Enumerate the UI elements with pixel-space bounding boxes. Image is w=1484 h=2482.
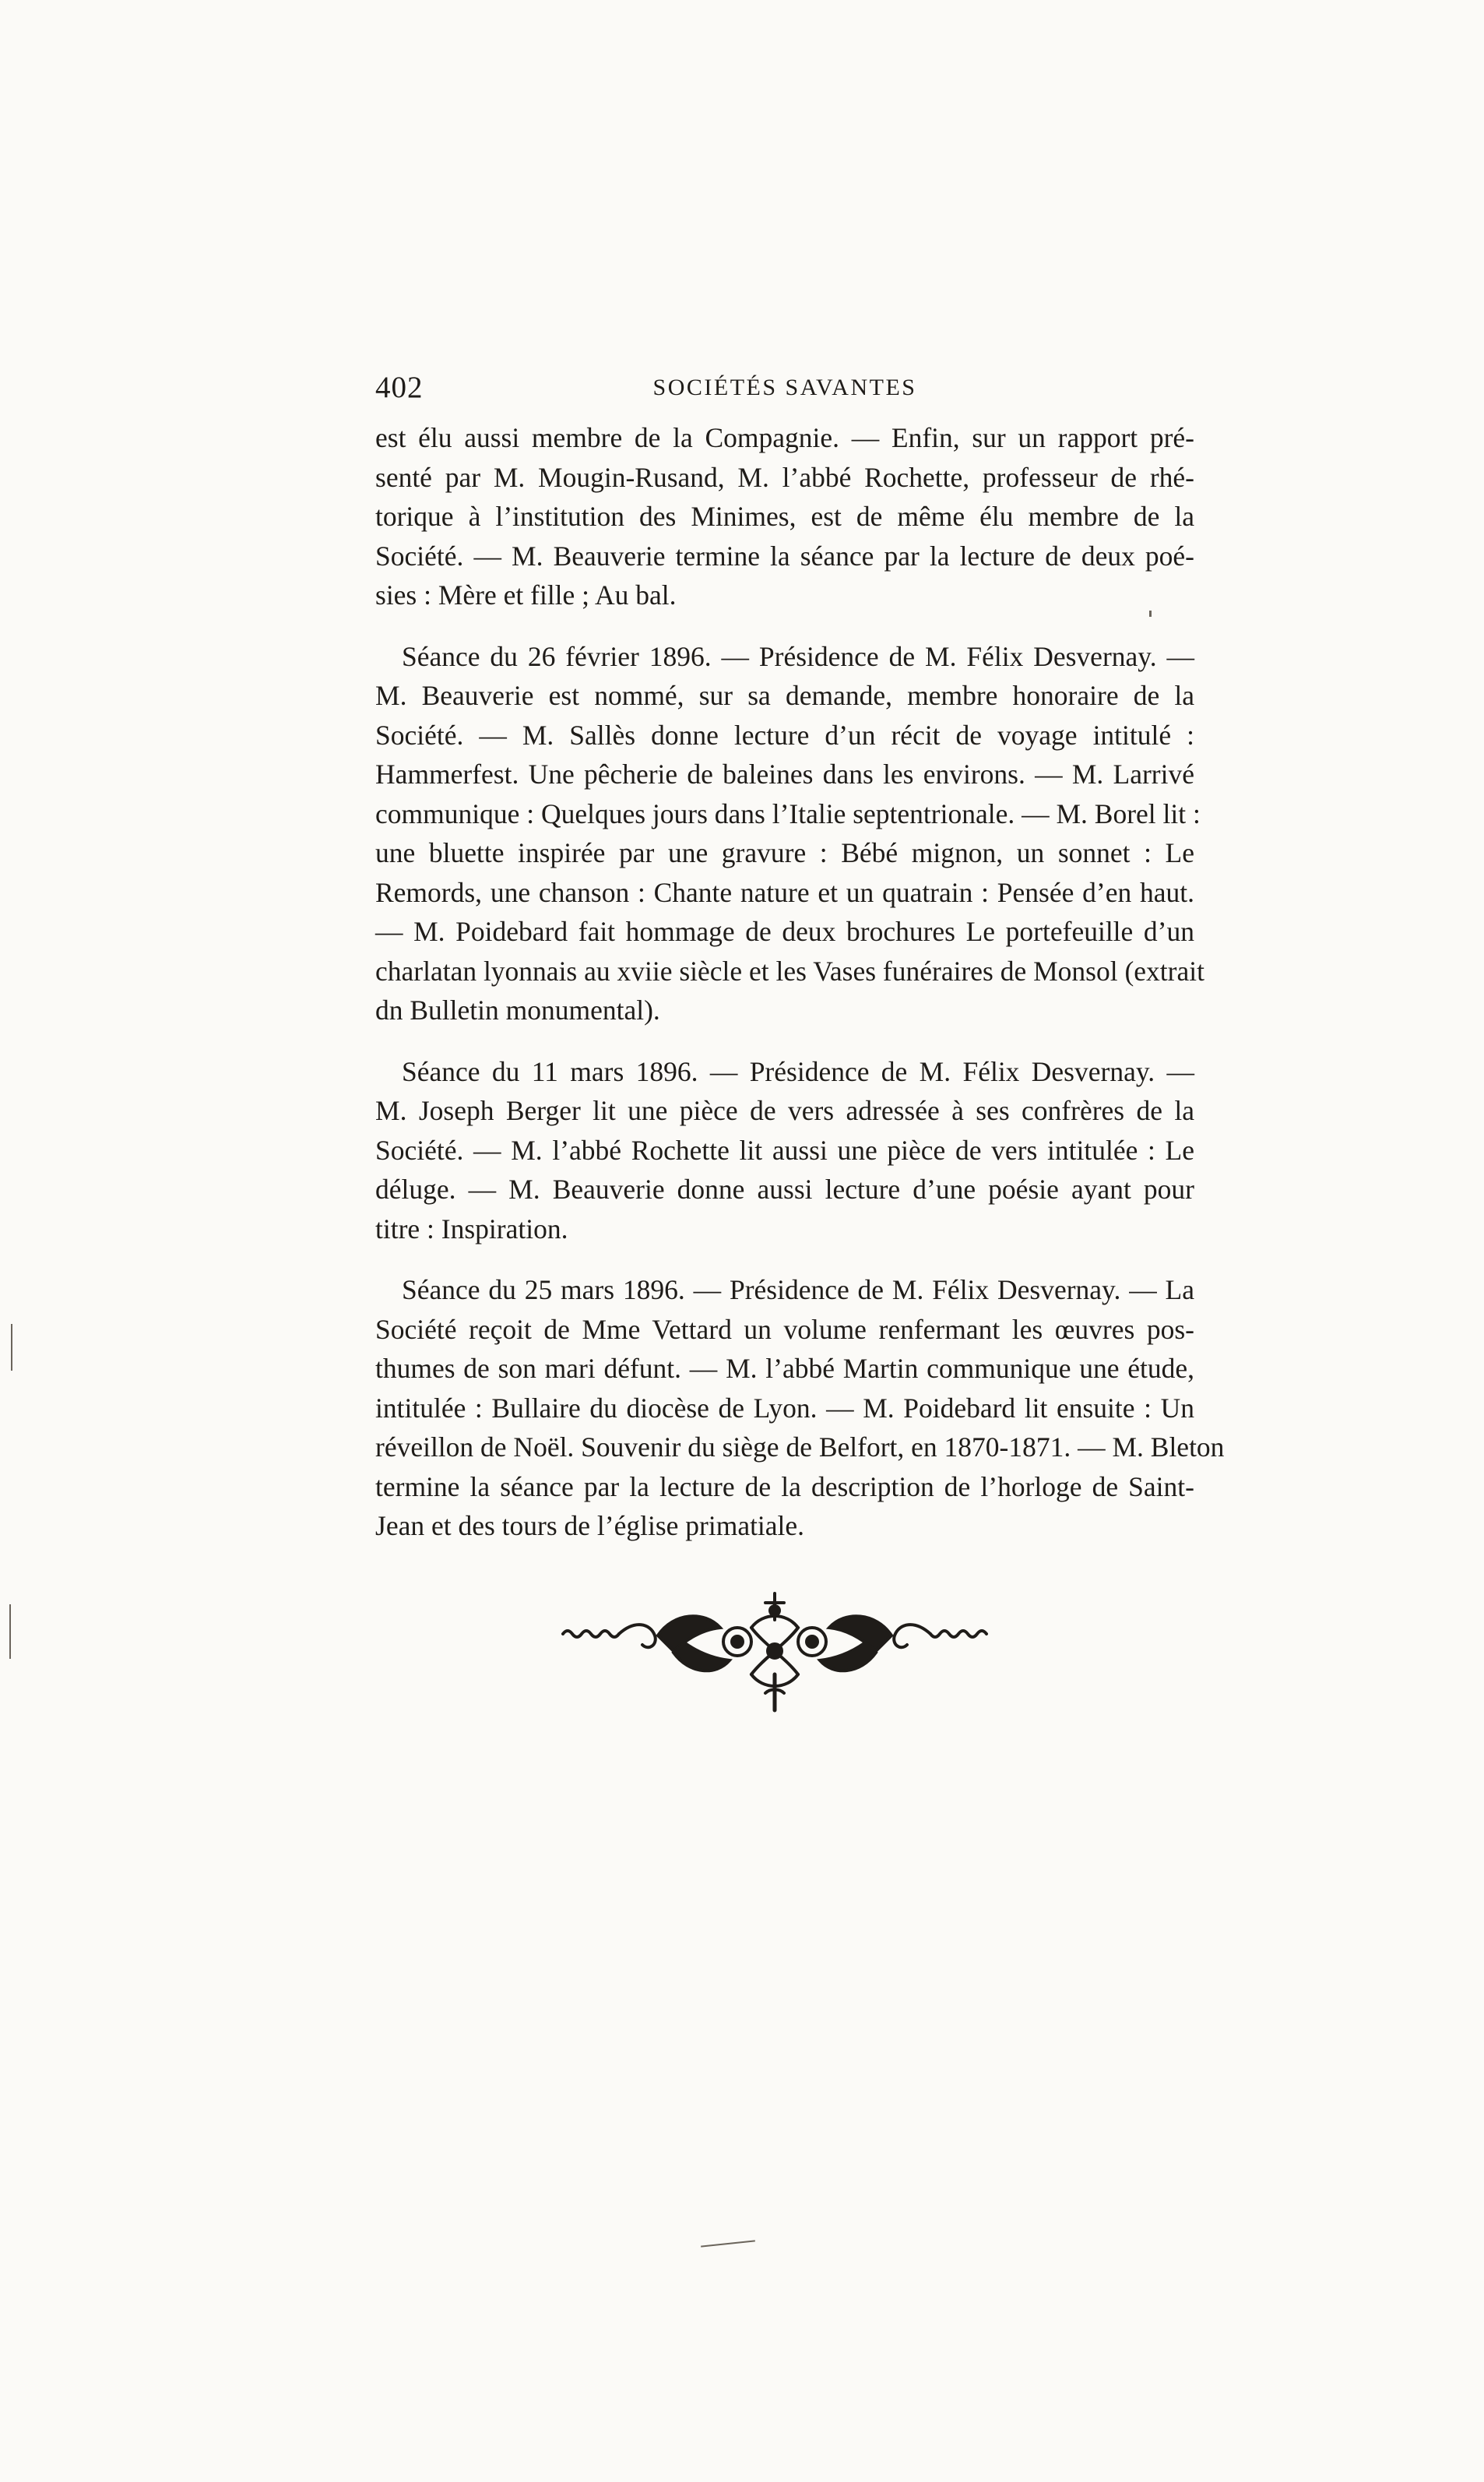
text-line: Séance du 25 mars 1896. — Présidence de M. Félix Desvernay. — La bbox=[402, 1274, 1194, 1305]
text-line: torique à l’institution des Minimes, est de même élu membre de la bbox=[375, 501, 1194, 532]
text-line: déluge. — M. Beauverie donne aussi lecture d’une poésie ayant pour bbox=[375, 1174, 1194, 1205]
text-line: — M. Poidebard fait hommage de deux brochures Le portefeuille d’un bbox=[375, 916, 1194, 947]
text-line: Jean et des tours de l’église primatiale. bbox=[375, 1510, 805, 1541]
text-line: Séance du 26 février 1896. — Présidence de M. Félix Desvernay. — bbox=[402, 640, 1194, 672]
text-line: senté par M. Mougin-Rusand, M. l’abbé Rochette, professeur de rhé- bbox=[375, 461, 1194, 493]
body-text bbox=[375, 418, 1225, 1568]
text-line: Hammerfest. Une pêcherie de baleines dans les environs. — M. Larrivé bbox=[375, 759, 1194, 790]
text-line: titre : Inspiration. bbox=[375, 1213, 568, 1245]
text-line: termine la séance par la lecture de la description de l’horloge de Saint- bbox=[375, 1470, 1194, 1502]
text-line: Société reçoit de Mme Vettard un volume renfermant les œuvres pos- bbox=[375, 1313, 1194, 1345]
text-line: thumes de son mari défunt. — M. l’abbé Martin communique une étude, bbox=[375, 1353, 1194, 1384]
text-line: réveillon de Noël. Souvenir du siège de Belfort, en 1870-1871. — M. Bleton bbox=[375, 1431, 1225, 1463]
text-line: Société. — M. Sallès donne lecture d’un récit de voyage intitulé : bbox=[375, 719, 1194, 751]
text-line: dn Bulletin monumental). bbox=[375, 995, 660, 1026]
page-number: 402 bbox=[375, 371, 424, 404]
paragraph-1 bbox=[375, 418, 1194, 615]
text-line: Remords, une chanson : Chante nature et un quatrain : Pensée d’en haut. bbox=[375, 876, 1194, 908]
paper-speck bbox=[701, 2240, 755, 2247]
text-line: sies : Mère et fille ; Au bal. bbox=[375, 579, 677, 611]
text-line: communique : Quelques jours dans l’Italie septentrionale. — M. Borel lit : bbox=[375, 797, 1201, 829]
floral-tailpiece-ornament-icon bbox=[557, 1589, 993, 1713]
text-line: M. Beauverie est nommé, sur sa demande, membre honoraire de la bbox=[375, 680, 1194, 711]
text-line: Séance du 11 mars 1896. — Présidence de M. Félix Desvernay. — bbox=[402, 1055, 1194, 1087]
paper-speck bbox=[9, 1604, 11, 1659]
paragraph-seance-26-fevrier bbox=[375, 637, 1204, 1030]
text-line: Société. — M. Beauverie termine la séance par la lecture de deux poé- bbox=[375, 540, 1194, 572]
text-line: intitulée : Bullaire du diocèse de Lyon. — M. Poidebard lit ensuite : Un bbox=[375, 1392, 1194, 1424]
text-line: est élu aussi membre de la Compagnie. — Enfin, sur un rapport pré- bbox=[375, 422, 1194, 453]
text-line: Société. — M. l’abbé Rochette lit aussi une pièce de vers intitulée : Le bbox=[375, 1134, 1194, 1166]
paper-speck bbox=[11, 1324, 12, 1371]
text-line: M. Joseph Berger lit une pièce de vers adressée à ses confrères de la bbox=[375, 1095, 1194, 1126]
paper-speck bbox=[1149, 611, 1152, 617]
text-line: une bluette inspirée par une gravure : Bébé mignon, un sonnet : Le bbox=[375, 837, 1194, 868]
paragraph-seance-25-mars bbox=[375, 1270, 1225, 1546]
page-header bbox=[375, 364, 1194, 411]
text-line: charlatan lyonnais au xviie siècle et les Vases funéraires de Monsol (extrait bbox=[375, 955, 1204, 987]
running-head: SOCIÉTÉS SAVANTES bbox=[652, 375, 917, 400]
paragraph-seance-11-mars bbox=[375, 1052, 1194, 1249]
